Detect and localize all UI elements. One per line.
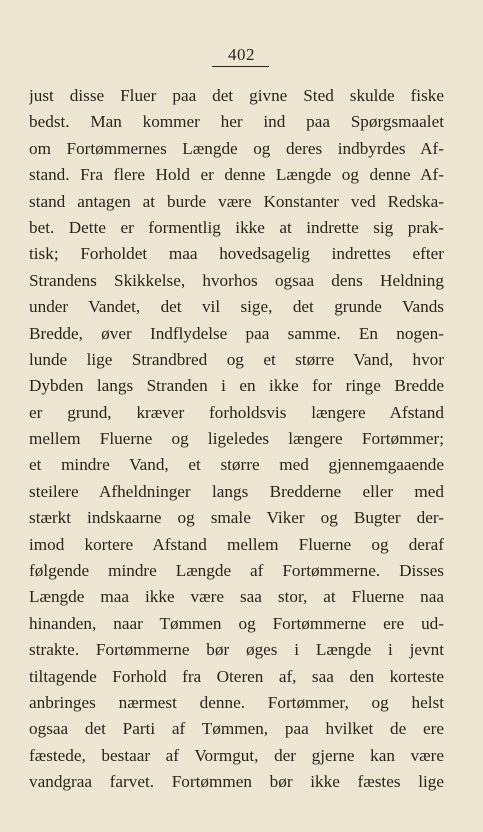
text-line: stærkt indskaarne og smale Viker og Bugter der- [29, 508, 444, 528]
text-line: følgende mindre Længde af Fortømmerne. Disses [29, 561, 444, 581]
text-line: ogsaa det Parti af Tømmen, paa hvilket de ere [29, 719, 444, 739]
text-line: stand. Fra flere Hold er denne Længde og denne Af- [29, 165, 444, 185]
text-line: er grund, kræver forholdsvis længere Afstand [29, 402, 444, 422]
text-line: mellem Fluerne og ligeledes længere Fortømmer; [29, 429, 444, 449]
text-line: tisk; Forholdet maa hovedsagelig indrettes efter [29, 244, 444, 264]
text-line: under Vandet, det vil sige, det grunde Vands [29, 297, 444, 317]
text-line: lunde lige Strandbred og et større Vand, hvor [29, 349, 444, 369]
text-line: vandgraa farvet. Fortømmen bør ikke fæstes lige [29, 772, 444, 792]
text-line: Dybden langs Stranden i en ikke for ringe Bredde [29, 376, 444, 396]
text-line: just disse Fluer paa det givne Sted skulde fiske [29, 86, 444, 105]
text-line: Længde maa ikke være saa stor, at Fluerne naa [29, 587, 444, 607]
text-line: hinanden, naar Tømmen og Fortømmerne ere ud- [29, 613, 444, 633]
text-line: anbringes nærmest denne. Fortømmer, og helst [29, 692, 444, 712]
text-line: tiltagende Forhold fra Oteren af, saa den korteste [29, 666, 444, 686]
text-line: strakte. Fortømmerne bør øges i Længde i jevnt [29, 640, 444, 660]
text-line: imod kortere Afstand mellem Fluerne og deraf [29, 534, 444, 554]
text-line: stand antagen at burde være Konstanter ved Redska- [29, 191, 444, 211]
text-line: Strandens Skikkelse, hvorhos ogsaa dens Heldning [29, 270, 444, 290]
body-text [29, 83, 444, 796]
page-number: 402 [228, 45, 255, 64]
text-line: Bredde, øver Indflydelse paa samme. En nogen- [29, 323, 444, 343]
text-line: bedst. Man kommer her ind paa Spørgsmaalet [29, 112, 444, 132]
text-line: et mindre Vand, et større med gjennemgaaende [29, 455, 444, 475]
text-line: bet. Dette er formentlig ikke at indrette sig prak- [29, 217, 444, 237]
page-number-rule [212, 66, 269, 67]
text-line: om Fortømmernes Længde og deres indbyrdes Af- [29, 138, 444, 158]
text-line: steilere Afheldninger langs Bredderne eller med [29, 481, 444, 501]
text-line: fæstede, bestaar af Vormgut, der gjerne kan være [29, 745, 444, 765]
